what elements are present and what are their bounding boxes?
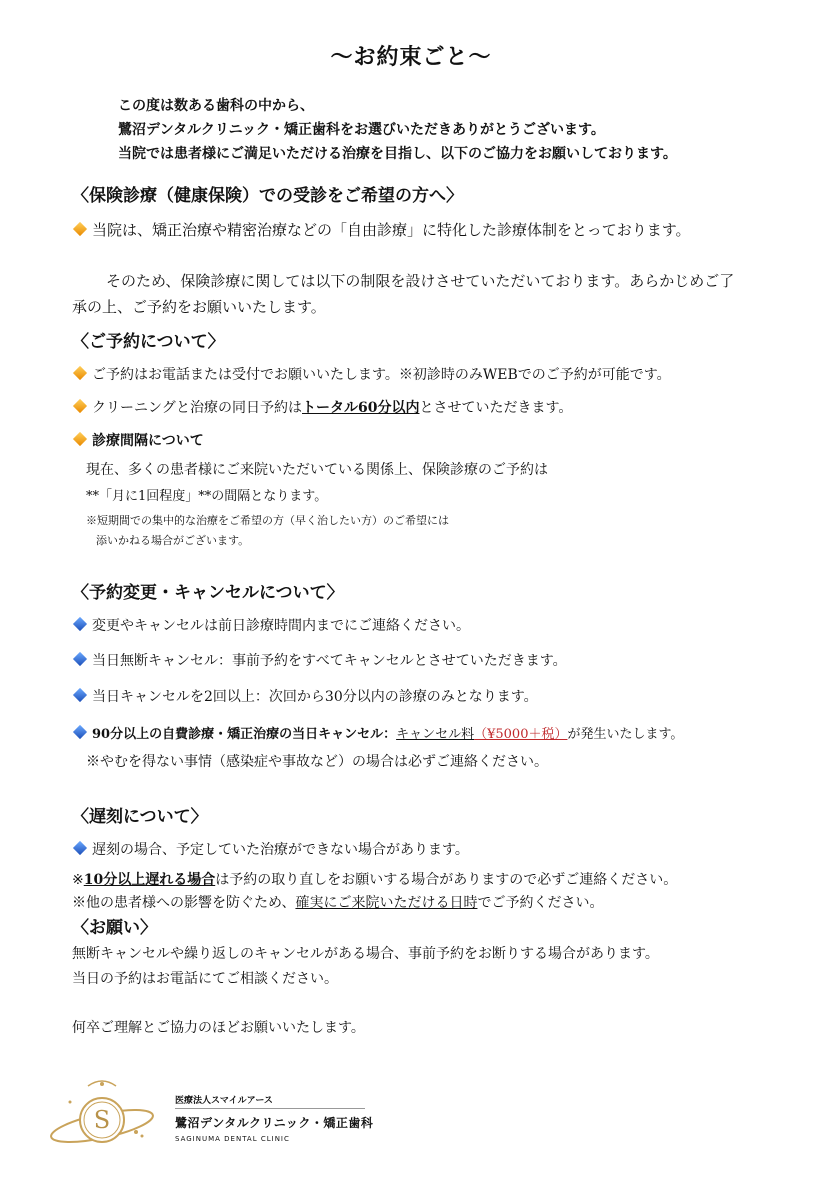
interval-text-2: **「月に1回程度」**の間隔となります。: [86, 489, 328, 504]
late-item-1: [72, 839, 469, 859]
cancel-fee-amount: （¥5000＋税）: [474, 727, 568, 742]
reservation-item-2-post: とさせていただきます。: [419, 400, 573, 416]
cancel-item-3: [72, 686, 538, 706]
orange-diamond-icon: [73, 366, 87, 380]
reservation-heading: 〈ご予約について〉: [72, 332, 225, 352]
request-line-2: 当日の予約はお電話にてご相談ください。: [72, 971, 338, 987]
late-note-1-emphasis: 10分以上遅れる場合: [83, 872, 216, 888]
reservation-item-3-text: 診療間隔について: [92, 433, 204, 449]
cancel-heading: 〈予約変更・キャンセルについて〉: [72, 583, 344, 603]
insurance-para-line-2: 承の上、ご予約をお願いいたします。: [72, 298, 326, 316]
interval-note-2: 添いかねる場合がございます。: [96, 534, 250, 547]
intro-line-2: 鷺沼デンタルクリニック・矯正歯科をお選びいただきありがとうございます。: [118, 122, 605, 138]
insurance-bullet-text: 当院は、矯正治療や精密治療などの「自由診療」に特化した診療体制をとっております。: [92, 221, 691, 239]
late-heading: 〈遅刻について〉: [72, 807, 208, 827]
logo-letter: S: [93, 1106, 111, 1134]
cancel-item-1: [72, 615, 470, 635]
blue-diamond-icon: [73, 841, 87, 855]
insurance-para-line-1: そのため、保険診療に関しては以下の制限を設けさせていただいております。あらかじめご了: [106, 272, 735, 290]
request-heading: 〈お願い〉: [72, 918, 157, 938]
interval-text-1: 現在、多くの患者様にご来院いただいている関係上、保険診療のご予約は: [86, 462, 548, 478]
logo-english-name: SAGINUMA DENTAL CLINIC: [175, 1135, 290, 1143]
cancel-fee-label: キャンセル料: [396, 727, 475, 742]
late-note-2-pre: ※他の患者様への影響を防ぐため、: [72, 895, 296, 911]
reservation-item-1-text: ご予約はお電話または受付でお願いいたします。※初診時のみWEBでのご予約が可能です。: [92, 367, 671, 383]
clinic-logo-icon: [50, 1076, 160, 1156]
logo-clinic-name: 鷺沼デンタルクリニック・矯正歯科: [175, 1116, 374, 1130]
orange-diamond-icon: [73, 432, 87, 446]
reservation-item-2-pre: クリーニングと治療の同日予約は: [92, 400, 302, 416]
cancel-item-4-note: ※やむを得ない事情（感染症や事故など）の場合は必ずご連絡ください。: [86, 754, 548, 770]
orange-diamond-icon: [73, 399, 87, 413]
request-line-1: 無断キャンセルや繰り返しのキャンセルがある場合、事前予約をお断りする場合があります。: [72, 946, 659, 962]
intro-line-1: この度は数ある歯科の中から、: [118, 98, 314, 114]
late-note-2-emphasis: 確実にご来院いただける日時: [295, 895, 478, 911]
insurance-heading: 〈保険診療（健康保険）での受診をご希望の方へ〉: [72, 186, 463, 206]
insurance-bullet: [72, 219, 691, 240]
cancel-item-3-text: 当日キャンセルを2回以上：次回から30分以内の診療のみとなります。: [92, 689, 538, 705]
cancel-item-2: [72, 650, 567, 670]
late-note-1: [72, 869, 677, 889]
blue-diamond-icon: [73, 617, 87, 631]
late-note-1-post: は予約の取り直しをお願いする場合がありますので必ずご連絡ください。: [215, 872, 678, 888]
late-item-1-text: 遅刻の場合、予定していた治療ができない場合があります。: [92, 842, 469, 858]
late-note-2: [72, 892, 603, 912]
blue-diamond-icon: [73, 652, 87, 666]
reservation-item-2: [72, 397, 572, 417]
cancel-item-4-pre: 90分以上の自費診療・矯正治療の当日キャンセル：: [92, 727, 397, 742]
cancel-item-4: [72, 723, 683, 742]
late-note-2-post: でご予約ください。: [477, 895, 604, 911]
logo-divider: [175, 1108, 365, 1109]
cancel-item-4-post: が発生いたします。: [567, 727, 684, 742]
reservation-item-2-emphasis: トータル60分以内: [302, 400, 420, 416]
page-title: ～お約束ごと～: [330, 44, 492, 70]
interval-note-1: ※短期間での集中的な治療をご希望の方（早く治したい方）のご希望には: [86, 514, 449, 527]
blue-diamond-icon: [73, 688, 87, 702]
reservation-item-3: [72, 430, 204, 450]
reservation-item-1: [72, 364, 671, 384]
late-note-1-pre: ※: [72, 872, 84, 888]
cancel-item-2-text: 当日無断キャンセル：事前予約をすべてキャンセルとさせていただきます。: [92, 653, 567, 669]
logo-corporation: 医療法人スマイルアース: [175, 1096, 273, 1106]
intro-line-3: 当院では患者様にご満足いただける治療を目指し、以下のご協力をお願いしております。: [118, 146, 677, 162]
closing-text: 何卒ご理解とご協力のほどお願いいたします。: [72, 1020, 365, 1036]
cancel-item-1-text: 変更やキャンセルは前日診療時間内までにご連絡ください。: [92, 618, 470, 634]
blue-diamond-icon: [73, 725, 87, 739]
orange-diamond-icon: [73, 222, 87, 236]
clinic-logo-mark: [50, 1076, 160, 1156]
